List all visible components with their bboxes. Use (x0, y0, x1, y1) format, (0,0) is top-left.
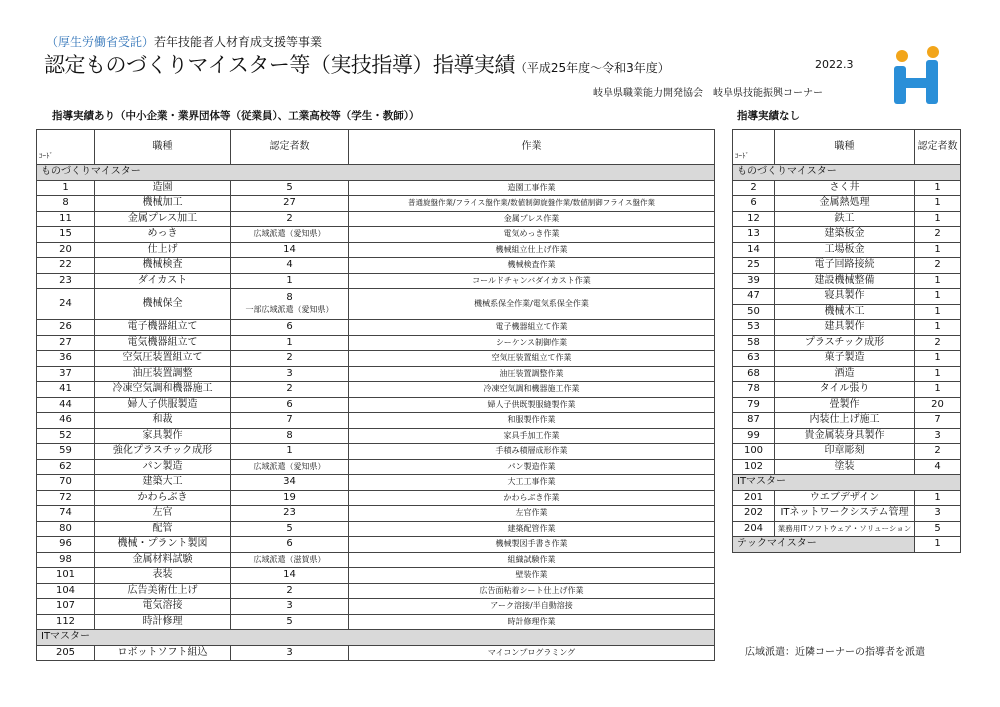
count-cell: 1 (915, 320, 961, 336)
work-cell: 普通旋盤作業/フライス盤作業/数値制御旋盤作業/数値制御フライス盤作業 (349, 196, 715, 212)
code-cell: 41 (37, 382, 95, 398)
work-cell: 家具手加工作業 (349, 428, 715, 444)
col-trade-header: 職種 (775, 130, 915, 165)
code-cell: 70 (37, 475, 95, 491)
code-cell: 12 (733, 211, 775, 227)
title-text: 認定ものづくりマイスター等（実技指導）指導実績 (44, 53, 515, 77)
work-cell: パン製造作業 (349, 459, 715, 475)
code-cell: 100 (733, 444, 775, 460)
trade-cell: タイル張り (775, 382, 915, 398)
count-cell: 広域派遣（愛知県） (231, 459, 349, 475)
table-row (733, 366, 961, 382)
code-cell: 99 (733, 428, 775, 444)
count-cell: 5 (915, 521, 961, 537)
code-cell: 201 (733, 490, 775, 506)
trade-cell: 内装仕上げ施工 (775, 413, 915, 429)
code-cell: 204 (733, 521, 775, 537)
count-cell: 2 (231, 583, 349, 599)
code-cell: 24 (37, 289, 95, 320)
category-label: ものづくりマイスター (733, 165, 961, 181)
table-row (733, 490, 961, 506)
code-cell: 102 (733, 459, 775, 475)
code-cell: 79 (733, 397, 775, 413)
table-row (733, 382, 961, 398)
count-cell: 23 (231, 506, 349, 522)
trade-cell: 仕上げ (95, 242, 231, 258)
trade-cell: 業務用ITソフトウェア・ソリューション (775, 521, 915, 537)
work-cell: 組織試験作業 (349, 552, 715, 568)
code-cell: 27 (37, 335, 95, 351)
count-note: 一部広域派遣（愛知県） (245, 305, 334, 314)
trade-cell: 婦人子供服製造 (95, 397, 231, 413)
count-cell: 1 (231, 444, 349, 460)
left-section-title: 指導実績あり（中小企業・業界団体等（従業員）、工業高校等（学生・教師）） (52, 110, 420, 122)
table-row (37, 211, 715, 227)
code-cell: 6 (733, 196, 775, 212)
count-cell: 4 (231, 258, 349, 274)
code-cell: 101 (37, 568, 95, 584)
trade-cell: 建設機械整備 (775, 273, 915, 289)
code-cell: 80 (37, 521, 95, 537)
trade-cell: 畳製作 (775, 397, 915, 413)
work-cell: 和服製作作業 (349, 413, 715, 429)
work-cell: 広告面粘着シート仕上げ作業 (349, 583, 715, 599)
trade-cell: めっき (95, 227, 231, 243)
table-row (733, 397, 961, 413)
count-cell: 1 (915, 304, 961, 320)
code-cell: 59 (37, 444, 95, 460)
table-row (37, 258, 715, 274)
count-cell: 7 (915, 413, 961, 429)
work-cell: 婦人子供既製服縫製作業 (349, 397, 715, 413)
count-cell: 3 (915, 428, 961, 444)
code-cell: 202 (733, 506, 775, 522)
code-cell: 25 (733, 258, 775, 274)
trade-cell: さく井 (775, 180, 915, 196)
trade-cell: 電気機器組立て (95, 335, 231, 351)
table-row (733, 459, 961, 475)
work-cell: コールドチャンバダイカスト作業 (349, 273, 715, 289)
table-row (37, 537, 715, 553)
trade-cell: 金属材料試験 (95, 552, 231, 568)
count-cell: 8 (231, 428, 349, 444)
code-cell: 58 (733, 335, 775, 351)
table-row (37, 428, 715, 444)
trade-cell: 油圧装置調整 (95, 366, 231, 382)
trade-cell: 建築板金 (775, 227, 915, 243)
code-cell: 53 (733, 320, 775, 336)
code-cell: 98 (37, 552, 95, 568)
count-cell: 5 (231, 180, 349, 196)
trade-cell: 建具製作 (775, 320, 915, 336)
period-text: （平成25年度～令和3年度） (514, 61, 670, 75)
trade-cell: 配管 (95, 521, 231, 537)
work-cell: 左官作業 (349, 506, 715, 522)
tech-master-row (733, 537, 961, 553)
count-cell: 1 (915, 180, 961, 196)
code-cell: 1 (37, 180, 95, 196)
trade-cell: 建築大工 (95, 475, 231, 491)
work-cell: 手積み積層成形作業 (349, 444, 715, 460)
page-title (44, 49, 670, 79)
code-cell: 22 (37, 258, 95, 274)
table-row (733, 258, 961, 274)
work-cell: 建築配管作業 (349, 521, 715, 537)
count-cell: 3 (915, 506, 961, 522)
code-cell: 14 (733, 242, 775, 258)
category-label: ITマスター (37, 630, 715, 646)
trade-cell: 貴金属装身具製作 (775, 428, 915, 444)
count-cell: 1 (915, 289, 961, 305)
table-row (733, 304, 961, 320)
table-row (733, 273, 961, 289)
table-row (37, 583, 715, 599)
work-cell: 機械検査作業 (349, 258, 715, 274)
work-cell: シーケンス制御作業 (349, 335, 715, 351)
code-cell: 107 (37, 599, 95, 615)
col-work-header: 作業 (349, 130, 715, 165)
table-row (37, 506, 715, 522)
trade-cell: ウエブデザイン (775, 490, 915, 506)
trade-cell: 電子回路接続 (775, 258, 915, 274)
col-trade-header: 職種 (95, 130, 231, 165)
count-cell: 2 (915, 335, 961, 351)
table-row (37, 382, 715, 398)
count-cell: 広域派遣（愛知県） (231, 227, 349, 243)
work-cell: アーク溶接/半自動溶接 (349, 599, 715, 615)
count-cell (231, 289, 349, 320)
count-cell: 1 (915, 273, 961, 289)
category-label: ITマスター (733, 475, 961, 491)
category-row (37, 165, 715, 181)
table-row (733, 413, 961, 429)
code-cell: 2 (733, 180, 775, 196)
trade-cell: 広告美術仕上げ (95, 583, 231, 599)
code-cell: 23 (37, 273, 95, 289)
count-cell: 1 (915, 196, 961, 212)
table-row (37, 614, 715, 630)
table-row (37, 227, 715, 243)
code-cell: 63 (733, 351, 775, 367)
count-cell: 19 (231, 490, 349, 506)
table-row (37, 475, 715, 491)
trade-cell: パン製造 (95, 459, 231, 475)
code-cell: 26 (37, 320, 95, 336)
instruction-results-table (36, 129, 715, 661)
code-cell: 74 (37, 506, 95, 522)
trade-cell: かわらぶき (95, 490, 231, 506)
table-row (37, 568, 715, 584)
count-cell: 20 (915, 397, 961, 413)
work-cell: 金属プレス作業 (349, 211, 715, 227)
work-cell: 冷凍空気調和機器施工作業 (349, 382, 715, 398)
table-row (37, 289, 715, 320)
header-line1 (46, 33, 322, 50)
trade-cell: 電気溶接 (95, 599, 231, 615)
trade-cell: 寝具製作 (775, 289, 915, 305)
count-cell: 1 (915, 351, 961, 367)
trade-cell: 機械加工 (95, 196, 231, 212)
code-cell: 112 (37, 614, 95, 630)
trade-cell: ダイカスト (95, 273, 231, 289)
table-row (37, 459, 715, 475)
count-cell: 5 (231, 521, 349, 537)
count-cell: 1 (915, 211, 961, 227)
work-cell: 時計修理作業 (349, 614, 715, 630)
trade-cell: 鉄工 (775, 211, 915, 227)
code-cell: 62 (37, 459, 95, 475)
trade-cell: ITネットワークシステム管理 (775, 506, 915, 522)
table-row (733, 320, 961, 336)
count-cell: 2 (915, 227, 961, 243)
table-row (733, 242, 961, 258)
code-cell: 104 (37, 583, 95, 599)
table-row (733, 196, 961, 212)
count-cell: 1 (915, 366, 961, 382)
table-row (37, 180, 715, 196)
trade-cell: ロボットソフト組込 (95, 645, 231, 661)
count-cell: 6 (231, 537, 349, 553)
trade-cell: 造園 (95, 180, 231, 196)
trade-cell: 左官 (95, 506, 231, 522)
code-cell: 15 (37, 227, 95, 243)
trade-cell: 塗装 (775, 459, 915, 475)
table-row (37, 242, 715, 258)
count-cell: 2 (915, 258, 961, 274)
table-row (733, 211, 961, 227)
count-cell: 2 (231, 211, 349, 227)
col-code-header: ｺｰﾄﾞ (37, 130, 95, 165)
work-cell: 大工工事作業 (349, 475, 715, 491)
code-cell: 44 (37, 397, 95, 413)
code-cell: 37 (37, 366, 95, 382)
count-cell: 34 (231, 475, 349, 491)
code-cell: 52 (37, 428, 95, 444)
table-row (37, 599, 715, 615)
trade-cell: 工場板金 (775, 242, 915, 258)
no-results-table (732, 129, 961, 553)
category-row (733, 475, 961, 491)
org-label: 岐阜県職業能力開発協会 岐阜県技能振興コーナー (593, 88, 823, 99)
work-cell: 電子機器組立て作業 (349, 320, 715, 336)
table-row (733, 351, 961, 367)
count-cell: 1 (915, 537, 961, 553)
code-cell: 87 (733, 413, 775, 429)
date-label: 2022.3 (815, 58, 854, 71)
trade-cell: 機械木工 (775, 304, 915, 320)
trade-cell: 強化プラスチック成形 (95, 444, 231, 460)
count-cell: 1 (231, 335, 349, 351)
table-row (37, 366, 715, 382)
table-row (733, 444, 961, 460)
project-label: 若年技能者人材育成支援等事業 (154, 35, 323, 49)
code-cell: 78 (733, 382, 775, 398)
work-cell: 壁装作業 (349, 568, 715, 584)
count-cell: 広域派遣（滋賀県） (231, 552, 349, 568)
table-row (37, 413, 715, 429)
work-cell: 電気めっき作業 (349, 227, 715, 243)
table-row (733, 335, 961, 351)
trade-cell: プラスチック成形 (775, 335, 915, 351)
code-cell: 36 (37, 351, 95, 367)
table-row (37, 273, 715, 289)
count-cell: 6 (231, 397, 349, 413)
count-cell: 1 (915, 382, 961, 398)
work-cell: 機械製図手書き作業 (349, 537, 715, 553)
table-row (37, 490, 715, 506)
trade-cell: 和裁 (95, 413, 231, 429)
trade-cell: 空気圧装置組立て (95, 351, 231, 367)
table-row (733, 227, 961, 243)
table-row (733, 180, 961, 196)
code-cell: 39 (733, 273, 775, 289)
code-cell: 8 (37, 196, 95, 212)
right-section-title: 指導実績なし (737, 110, 800, 122)
count-cell: 1 (915, 242, 961, 258)
work-cell: 機械組立仕上げ作業 (349, 242, 715, 258)
association-logo (888, 44, 948, 112)
count-cell: 5 (231, 614, 349, 630)
table-row (37, 521, 715, 537)
trade-cell: 金属熱処理 (775, 196, 915, 212)
trade-cell: 電子機器組立て (95, 320, 231, 336)
tech-master-label: テックマイスター (733, 537, 915, 553)
table-row (37, 645, 715, 661)
trade-cell: 酒造 (775, 366, 915, 382)
table-row (37, 320, 715, 336)
category-row (37, 630, 715, 646)
count-cell: 2 (231, 351, 349, 367)
work-cell: 空気圧装置組立て作業 (349, 351, 715, 367)
count-cell: 3 (231, 366, 349, 382)
count-cell: 1 (231, 273, 349, 289)
code-cell: 20 (37, 242, 95, 258)
table-row (733, 428, 961, 444)
trade-cell: 機械・プラント製図 (95, 537, 231, 553)
count-cell: 4 (915, 459, 961, 475)
col-code-header: ｺｰﾄﾞ (733, 130, 775, 165)
table-row (733, 506, 961, 522)
trade-cell: 菓子製造 (775, 351, 915, 367)
work-cell: かわらぶき作業 (349, 490, 715, 506)
code-cell: 96 (37, 537, 95, 553)
table-row (733, 521, 961, 537)
category-label: ものづくりマイスター (37, 165, 715, 181)
trade-cell: 冷凍空気調和機器施工 (95, 382, 231, 398)
table-row (37, 444, 715, 460)
trade-cell: 家具製作 (95, 428, 231, 444)
count-value: 8 (286, 292, 293, 303)
category-row (733, 165, 961, 181)
count-cell: 2 (915, 444, 961, 460)
work-cell: マイコンプログラミング (349, 645, 715, 661)
work-cell: 油圧装置調整作業 (349, 366, 715, 382)
table-row (37, 552, 715, 568)
table-row (37, 335, 715, 351)
col-count-header: 認定者数 (915, 130, 961, 165)
ministry-label: （厚生労働省受託） (46, 35, 155, 49)
trade-cell: 印章彫刻 (775, 444, 915, 460)
count-cell: 7 (231, 413, 349, 429)
count-cell: 6 (231, 320, 349, 336)
table-row (37, 351, 715, 367)
count-cell: 1 (915, 490, 961, 506)
col-count-header: 認定者数 (231, 130, 349, 165)
work-cell: 造園工事作業 (349, 180, 715, 196)
trade-cell: 機械保全 (95, 289, 231, 320)
code-cell: 68 (733, 366, 775, 382)
table-row (37, 397, 715, 413)
trade-cell: 表装 (95, 568, 231, 584)
trade-cell: 時計修理 (95, 614, 231, 630)
footnote: 広域派遣：近隣コーナーの指導者を派遣 (745, 647, 925, 658)
count-cell: 3 (231, 645, 349, 661)
code-cell: 11 (37, 211, 95, 227)
count-cell: 27 (231, 196, 349, 212)
code-cell: 47 (733, 289, 775, 305)
code-cell: 205 (37, 645, 95, 661)
count-cell: 3 (231, 599, 349, 615)
trade-cell: 金属プレス加工 (95, 211, 231, 227)
code-cell: 13 (733, 227, 775, 243)
count-cell: 14 (231, 242, 349, 258)
work-cell: 機械系保全作業/電気系保全作業 (349, 289, 715, 320)
count-cell: 2 (231, 382, 349, 398)
trade-cell: 機械検査 (95, 258, 231, 274)
table-row (37, 196, 715, 212)
code-cell: 46 (37, 413, 95, 429)
table-row (733, 289, 961, 305)
code-cell: 72 (37, 490, 95, 506)
count-cell: 14 (231, 568, 349, 584)
code-cell: 50 (733, 304, 775, 320)
